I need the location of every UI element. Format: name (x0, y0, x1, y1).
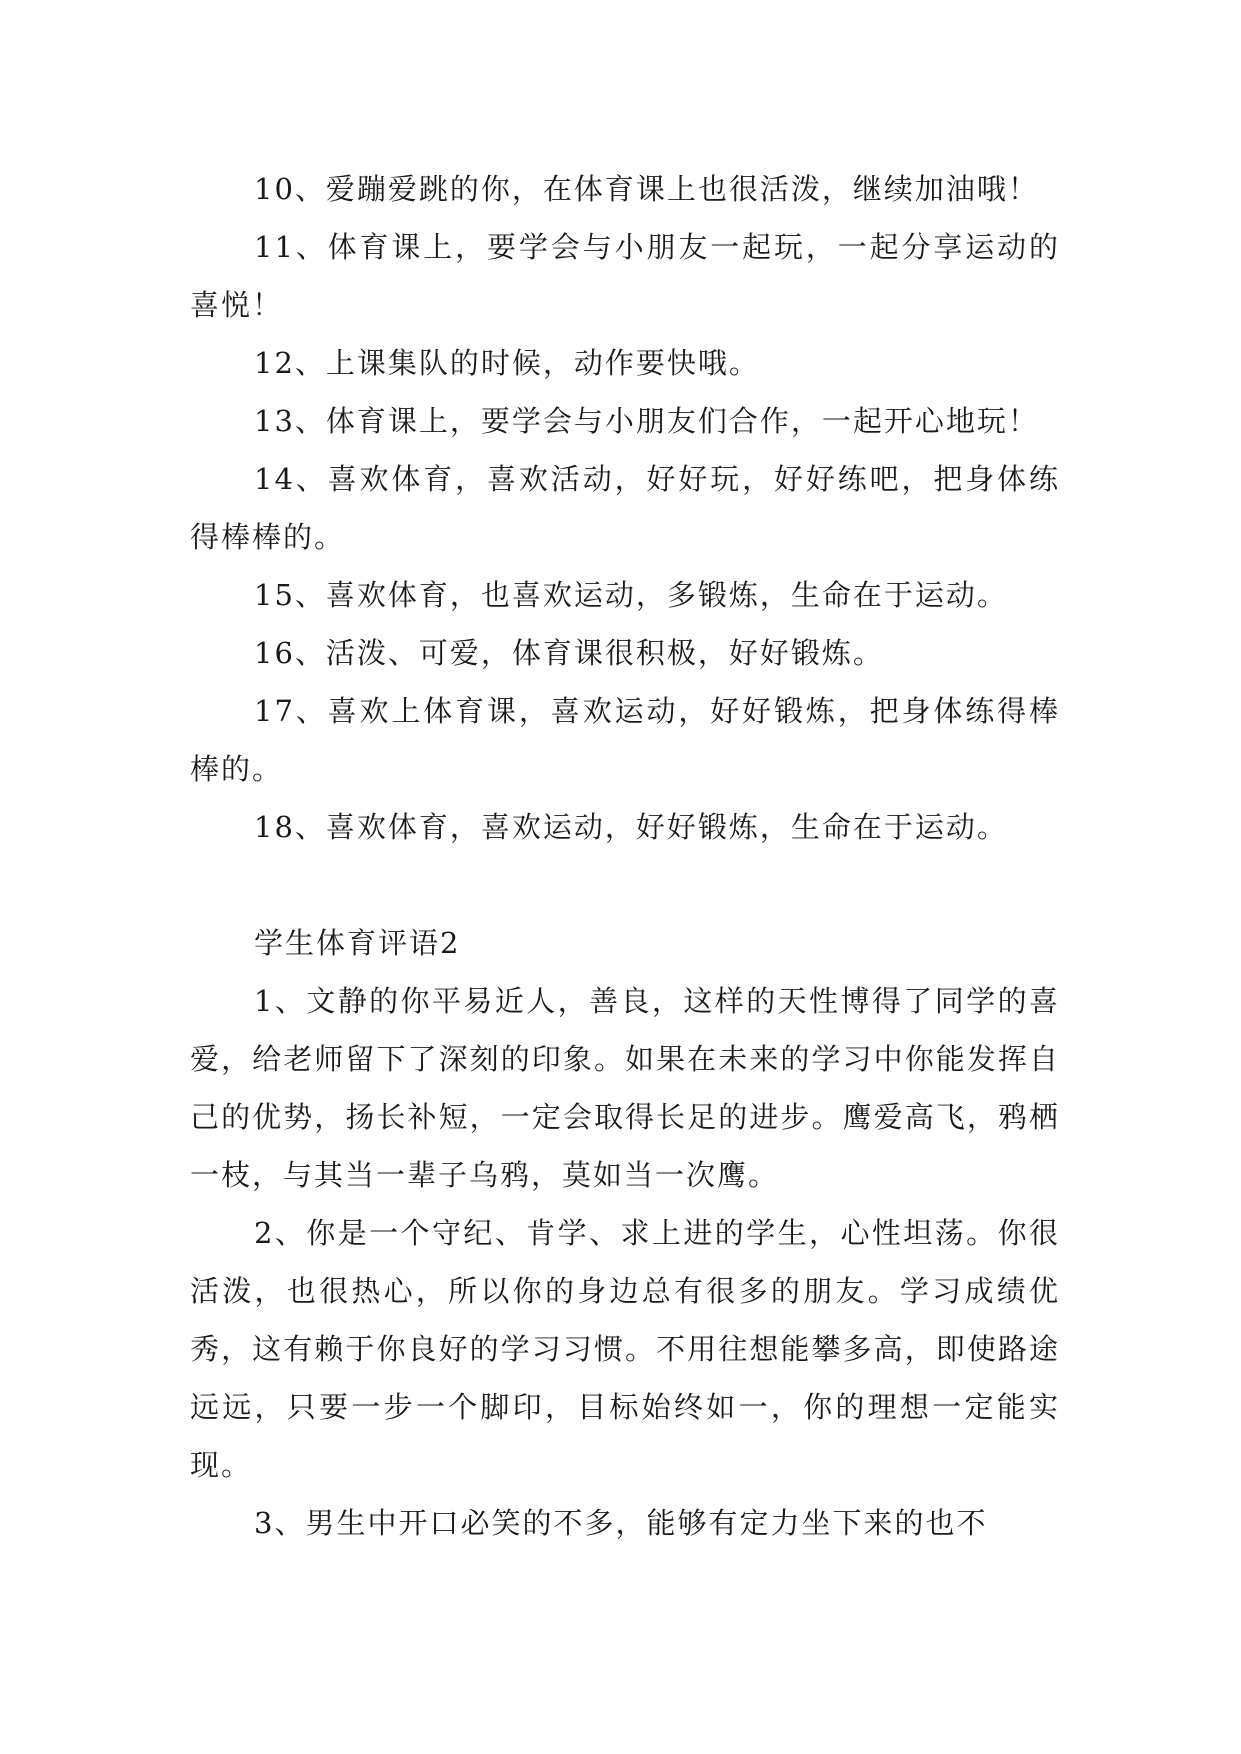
comment-paragraph-13: 13、体育课上，要学会与小朋友们合作，一起开心地玩！ (254, 404, 1039, 438)
comment-paragraph-1: 1、文静的你平易近人，善良，这样的天性博得了同学的喜爱，给老师留下了深刻的印象。如果在未来的学习中你能发挥自己的优势，扬长补短，一定会取得长足的进步。鹰爱高飞，鸦栖一枝，与其当一辈子乌鸦，莫如当一次鹰。 (190, 984, 1060, 1192)
comment-paragraph-17: 17、喜欢上体育课，喜欢运动，好好锻炼，把身体练得棒棒的。 (190, 694, 1060, 786)
section-title: 学生体育评语2 (254, 926, 461, 960)
comment-paragraph-2: 2、你是一个守纪、肯学、求上进的学生，心性坦荡。你很活泼，也很热心，所以你的身边总有很多的朋友。学习成绩优秀，这有赖于你良好的学习习惯。不用往想能攀多高，即使路途远远，只要一步一个脚印，目标始终如一，你的理想一定能实现。 (190, 1216, 1060, 1482)
comment-paragraph-12: 12、上课集队的时候，动作要快哦。 (254, 346, 760, 380)
comment-paragraph-3: 3、男生中开口必笑的不多，能够有定力坐下来的也不 (254, 1506, 988, 1540)
document-body (190, 160, 1060, 1552)
comment-paragraph-10: 10、爱蹦爱跳的你，在体育课上也很活泼，继续加油哦！ (254, 172, 1039, 206)
comment-paragraph-14: 14、喜欢体育，喜欢活动，好好玩，好好练吧，把身体练得棒棒的。 (190, 462, 1060, 554)
comment-paragraph-11: 11、体育课上，要学会与小朋友一起玩，一起分享运动的喜悦！ (190, 230, 1060, 322)
comment-paragraph-18: 18、喜欢体育，喜欢运动，好好锻炼，生命在于运动。 (254, 810, 1008, 844)
comment-paragraph-15: 15、喜欢体育，也喜欢运动，多锻炼，生命在于运动。 (254, 578, 1008, 612)
comment-paragraph-16: 16、活泼、可爱，体育课很积极，好好锻炼。 (254, 636, 884, 670)
